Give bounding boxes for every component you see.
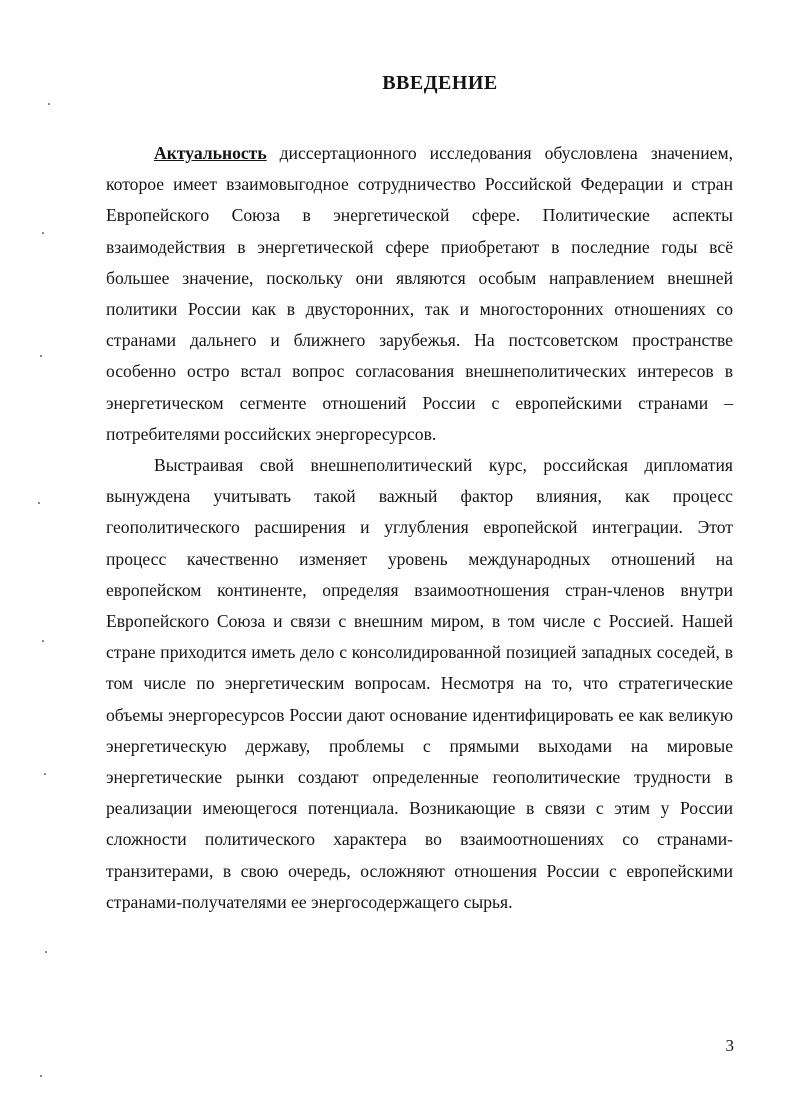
scan-speck (40, 1075, 42, 1077)
page-title: ВВЕДЕНИЕ (382, 72, 498, 94)
page-number: 3 (725, 1036, 734, 1055)
scan-speck (38, 502, 40, 504)
paragraph-2: Выстраивая свой внешнеполитический курс, российская дипломатия вынуждена учитывать такой важный фактор влияния, как процесс геополитического расширения и углубления европейской интеграции. Этот процесс качественно изменяет уровень международных отношений на европейском континенте, определяя взаимоотношения стран-членов внутри Европейского Союза и связи с внешним миром, в том числе с Россией. Нашей стране приходится иметь дело с консолидированной позицией западных соседей, в том числе по энергетическим вопросам. Несмотря на то, что стратегические объемы энергоресурсов России дают основание идентифицировать ее как великую энергетическую державу, проблемы с прямыми выходами на мировые энергетические рынки создают определенные геополитические трудности в реализации имеющегося потенциала. Возникающие в связи с этим у России сложности политического характера во взаимоотношениях со странами-транзитерами, в свою очередь, осложняют отношения России с европейскими странами-получателями ее энергосодержащего сырья. (106, 455, 733, 912)
body-text (106, 138, 733, 918)
paragraph-1-text: диссертационного исследования обусловлена значением, которое имеет взаимовыгодное сотрудничество Российской Федерации и стран Европейского Союза в энергетической сфере. Политические аспекты взаимодействия в энергетической сфере приобретают в последние годы всё большее значение, поскольку они являются особым направлением внешней политики России как в двусторонних, так и многосторонних отношениях со странами дальнего и ближнего зарубежья. На постсоветском пространстве особенно остро встал вопрос согласования внешнеполитических интересов в энергетическом сегменте отношений России с европейскими странами – потребителями российских энергоресурсов. (106, 143, 733, 444)
scan-speck (44, 773, 46, 775)
scan-speck (40, 355, 42, 357)
scan-speck (42, 232, 44, 234)
scan-speck (42, 640, 44, 642)
scan-speck (48, 103, 50, 105)
paragraph-1 (106, 138, 733, 450)
scan-speck (45, 951, 47, 953)
key-term: Актуальность (154, 143, 267, 163)
